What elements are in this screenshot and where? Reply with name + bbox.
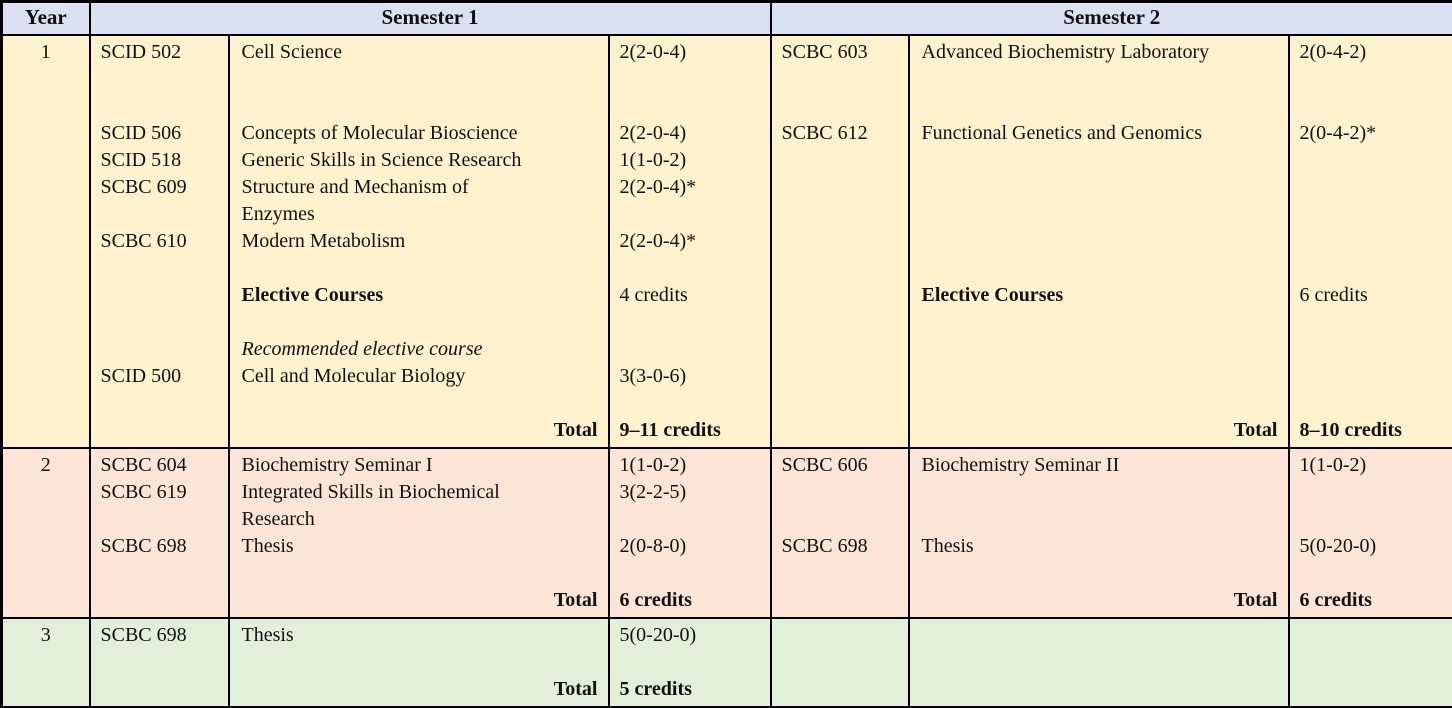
sem2-course-titles-cell: [909, 448, 1289, 618]
blank-line: [242, 309, 606, 336]
course-credits: 5(0-20-0): [619, 623, 697, 646]
course-title: Total: [1233, 418, 1278, 441]
blank-line: [1300, 147, 1451, 174]
course-credits: 4 credits: [619, 283, 688, 306]
course-credits: 2(2-0-4): [619, 40, 687, 63]
course-credits: 1(1-0-2): [1299, 453, 1367, 476]
sem2-credits-cell: [1289, 618, 1452, 708]
blank-line: [782, 417, 906, 444]
blank-line: [782, 336, 906, 363]
year-number: 1: [2, 35, 90, 448]
blank-line: [922, 309, 1286, 336]
course-credits: 5 credits: [619, 677, 692, 700]
blank-line: [620, 309, 768, 336]
course-code: SCBC 698: [100, 534, 187, 557]
course-title: Generic Skills in Science Research: [241, 148, 522, 171]
blank-line: [1300, 174, 1451, 201]
blank-line: [101, 201, 226, 228]
course-credits: 6 credits: [619, 588, 692, 611]
blank-line: [922, 649, 1286, 676]
sem1-course-codes-cell: [90, 35, 229, 448]
course-title: Enzymes: [241, 202, 315, 225]
course-title: Total: [1233, 588, 1278, 611]
blank-line: [620, 506, 768, 533]
sem1-credits-cell: [609, 618, 771, 708]
blank-line: [1300, 93, 1451, 120]
blank-line: [101, 649, 226, 676]
blank-line: [782, 66, 906, 93]
course-title: Recommended elective course: [241, 337, 483, 360]
course-title: Biochemistry Seminar I: [241, 453, 433, 476]
year-column-header: Year: [2, 2, 90, 35]
blank-line: [620, 390, 768, 417]
blank-line: [922, 228, 1286, 255]
blank-line: [242, 255, 606, 282]
sem2-course-codes-cell: [771, 35, 909, 448]
year-3-row: [2, 618, 1452, 708]
blank-line: [782, 93, 906, 120]
course-credits: 2(2-0-4)*: [619, 229, 697, 252]
course-code: SCBC 610: [100, 229, 187, 252]
course-title: Advanced Biochemistry Laboratory: [921, 40, 1210, 63]
blank-line: [1300, 390, 1451, 417]
course-code: SCBC 612: [781, 121, 868, 144]
blank-line: [242, 560, 606, 587]
course-code: SCBC 698: [100, 623, 187, 646]
course-title: Elective Courses: [921, 283, 1064, 306]
blank-line: [1300, 228, 1451, 255]
blank-line: [620, 649, 768, 676]
sem2-credits-cell: [1289, 35, 1452, 448]
blank-line: [782, 390, 906, 417]
course-title: Biochemistry Seminar II: [921, 453, 1120, 476]
blank-line: [101, 560, 226, 587]
course-code: SCID 518: [100, 148, 182, 171]
course-title: Elective Courses: [241, 283, 384, 306]
course-title: Research: [241, 507, 315, 530]
year-number: 2: [2, 448, 90, 618]
sem1-course-titles-cell: [229, 618, 609, 708]
sem2-course-titles-cell: [909, 35, 1289, 448]
header-row: [2, 2, 1452, 35]
blank-line: [1300, 255, 1451, 282]
course-credits: 3(2-2-5): [619, 480, 687, 503]
course-credits: 9–11 credits: [619, 418, 721, 441]
blank-line: [1300, 479, 1451, 506]
blank-line: [782, 676, 906, 703]
blank-line: [1300, 649, 1451, 676]
sem1-course-codes-cell: [90, 448, 229, 618]
course-code: SCID 502: [100, 40, 182, 63]
course-credits: 1(1-0-2): [619, 148, 687, 171]
course-credits: 8–10 credits: [1299, 418, 1402, 441]
blank-line: [1300, 560, 1451, 587]
blank-line: [242, 649, 606, 676]
blank-line: [101, 282, 226, 309]
course-title: Total: [553, 418, 598, 441]
course-credits: 2(2-0-4)*: [619, 175, 697, 198]
blank-line: [922, 560, 1286, 587]
course-title: Total: [553, 677, 598, 700]
blank-line: [242, 390, 606, 417]
blank-line: [1300, 506, 1451, 533]
blank-line: [101, 587, 226, 614]
blank-line: [922, 676, 1286, 703]
blank-line: [782, 587, 906, 614]
blank-line: [101, 66, 226, 93]
year-1-row: [2, 35, 1452, 448]
blank-line: [620, 201, 768, 228]
course-title: Thesis: [241, 534, 294, 557]
blank-line: [922, 201, 1286, 228]
blank-line: [620, 93, 768, 120]
course-credits: 6 credits: [1299, 283, 1368, 306]
blank-line: [101, 417, 226, 444]
blank-line: [782, 228, 906, 255]
course-credits: 2(0-8-0): [619, 534, 687, 557]
sem1-credits-cell: [609, 448, 771, 618]
blank-line: [1300, 66, 1451, 93]
course-code: SCID 506: [100, 121, 182, 144]
blank-line: [922, 93, 1286, 120]
sem1-course-titles-cell: [229, 448, 609, 618]
year-number: 3: [2, 618, 90, 708]
course-code: SCBC 603: [781, 40, 868, 63]
blank-line: [1300, 201, 1451, 228]
course-title: Cell and Molecular Biology: [241, 364, 466, 387]
course-code: SCBC 609: [100, 175, 187, 198]
blank-line: [922, 66, 1286, 93]
blank-line: [620, 255, 768, 282]
blank-line: [782, 560, 906, 587]
course-title: Functional Genetics and Genomics: [921, 121, 1202, 144]
course-title: Thesis: [241, 623, 294, 646]
blank-line: [1300, 622, 1451, 649]
blank-line: [782, 174, 906, 201]
course-credits: 2(2-0-4): [619, 121, 687, 144]
blank-line: [620, 560, 768, 587]
blank-line: [922, 336, 1286, 363]
semester2-column-header: Semester 2: [771, 2, 1452, 35]
course-credits: 3(3-0-6): [619, 364, 687, 387]
blank-line: [620, 336, 768, 363]
course-code: SCBC 606: [781, 453, 868, 476]
course-title: Structure and Mechanism of: [241, 175, 469, 198]
blank-line: [922, 390, 1286, 417]
blank-line: [1300, 676, 1451, 703]
blank-line: [101, 93, 226, 120]
course-code: SCBC 698: [781, 534, 868, 557]
course-code: SCBC 604: [100, 453, 187, 476]
course-code: SCBC 619: [100, 480, 187, 503]
sem2-course-codes-cell: [771, 618, 909, 708]
blank-line: [101, 390, 226, 417]
blank-line: [782, 147, 906, 174]
blank-line: [1300, 363, 1451, 390]
blank-line: [101, 336, 226, 363]
blank-line: [101, 309, 226, 336]
sem1-course-codes-cell: [90, 618, 229, 708]
blank-line: [782, 479, 906, 506]
course-title: Cell Science: [241, 40, 343, 63]
blank-line: [1300, 309, 1451, 336]
blank-line: [101, 255, 226, 282]
course-title: Integrated Skills in Biochemical: [241, 480, 500, 503]
course-title: Modern Metabolism: [241, 229, 406, 252]
blank-line: [922, 255, 1286, 282]
blank-line: [782, 309, 906, 336]
blank-line: [782, 363, 906, 390]
blank-line: [782, 201, 906, 228]
blank-line: [922, 506, 1286, 533]
course-credits: 2(0-4-2): [1299, 40, 1367, 63]
sem1-credits-cell: [609, 35, 771, 448]
course-title: Total: [553, 588, 598, 611]
sem1-course-titles-cell: [229, 35, 609, 448]
blank-line: [782, 255, 906, 282]
course-credits: 2(0-4-2)*: [1299, 121, 1377, 144]
blank-line: [922, 479, 1286, 506]
blank-line: [782, 506, 906, 533]
blank-line: [782, 649, 906, 676]
course-title: Concepts of Molecular Bioscience: [241, 121, 518, 144]
blank-line: [242, 93, 606, 120]
blank-line: [101, 506, 226, 533]
blank-line: [922, 363, 1286, 390]
blank-line: [922, 147, 1286, 174]
blank-line: [101, 676, 226, 703]
blank-line: [782, 622, 906, 649]
blank-line: [1300, 336, 1451, 363]
blank-line: [782, 282, 906, 309]
course-title: Thesis: [921, 534, 974, 557]
sem2-credits-cell: [1289, 448, 1452, 618]
semester1-column-header: Semester 1: [90, 2, 771, 35]
blank-line: [242, 66, 606, 93]
course-credits: 1(1-0-2): [619, 453, 687, 476]
blank-line: [922, 622, 1286, 649]
course-code: SCID 500: [100, 364, 182, 387]
sem2-course-codes-cell: [771, 448, 909, 618]
blank-line: [620, 66, 768, 93]
year-2-row: [2, 448, 1452, 618]
sem2-course-titles-cell: [909, 618, 1289, 708]
course-credits: 5(0-20-0): [1299, 534, 1377, 557]
blank-line: [922, 174, 1286, 201]
course-credits: 6 credits: [1299, 588, 1372, 611]
